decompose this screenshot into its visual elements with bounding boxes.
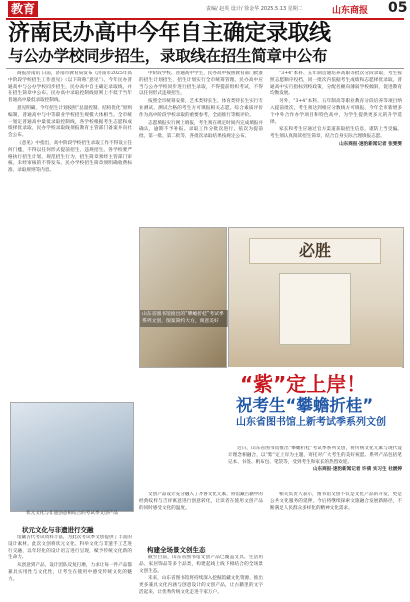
feature-lead (228, 446, 402, 490)
bottom-heading: 构建全场景文创生态 (147, 546, 206, 554)
article-paragraph: 志愿填报实行网上填报，考生须在规定时间内完成填报并确认，逾期不予补报。录取工作分批次进行，依次为提前批、第一批、第二批等，各批次录取结果按规定公布。 (139, 120, 263, 140)
article-paragraph: 意见明确，今年招生计划按照“总量控制、结构优化”原则编制，普通高中与中等职业学校招生规模大体相当。全市统一划定普通高中最低录取控制线，各学校根据考生志愿和成绩择优录取，民办学校录取线须报教育主管部门备案并向社会公布。 (8, 105, 132, 139)
bottom-paragraph: 截至目前，山东省图书馆文创产品已覆盖文具、生活用品、家居饰品等多个品类，构建起线上线下相结合的全场景文创生态。 (139, 555, 263, 574)
article-paragraph: 家长和考生应通过官方渠道获取招生信息，谨防上当受骗。考生须认真阅读招生简章，结合自身实际合理填报志愿。 (270, 127, 402, 140)
sidebar-column (8, 535, 132, 599)
feature-paragraph: 近日，山东省图书馆推出“攀蟾折桂”考试季系列文创，将传统文化元素与现代设计理念相融合，以“紫”定上岸为主题，寄托对广大考生的美好祝愿。系列产品包括笔记本、书签、帆布包、笔袋等，受到考生和家长的热烈欢迎。 (228, 446, 402, 465)
article-author: 山东商报·速豹新闻记者 张雯雯 (339, 141, 402, 147)
article-paragraph: 按照全市统筹安排，艺术类特长生、体育类特长生实行专业测试，测试合格的考生方可填报相关志愿。综合素质评价作为高中阶段学校录取的重要参考，全面推行等级评价。 (139, 99, 263, 118)
bottom-paragraph: 未来，山东省图书馆将持续深入挖掘馆藏文化资源，推出更多兼具文化内涵与创意设计的文创产品，让古籍里的文字活起来，让优秀传统文化走进千家万户。 (139, 576, 263, 595)
bottom-right-column (270, 492, 402, 599)
bottom-mid-column (139, 492, 263, 542)
sidebar-heading: 状元文化与非遗进行交融 (22, 526, 94, 534)
article-paragraph: 商报济南讯 日前，济南市教育局发布《济南市2025年高中阶段学校招生工作意见》（以下简称“意见”）。今年民办普通高中与公办学校同步招生，民办高中自主确定录取线，并在招生简章中公布。民办高中录取控制线原则上不低于当年普通高中最低录取控制线。 (8, 71, 132, 104)
banner-main: 祝考生“攀蟾折桂” (236, 396, 374, 415)
article-right-column (270, 71, 402, 223)
photo-caption: 山东省图书馆推出的“攀蟾折桂”考试季系列文创，图案简约大方，寓意美好 (140, 310, 228, 327)
sidebar-photo-caption: 状元文化与非遗创意相结合的考试季文创产品 (26, 511, 118, 516)
page-number: 05 (388, 0, 408, 16)
gift-box-image (279, 273, 351, 345)
headline-title: 济南民办高中今年自主确定录取线 (8, 21, 331, 46)
article-mid-column (139, 71, 263, 223)
article-paragraph: “3+4”本科、五年制贯通培养高职等批次分段录取，考生按照志愿顺序投档，同一批次内依据考生成绩和志愿择优录取。普通高中实行指标到校政策，分配名额向薄弱学校倾斜，促进教育均衡发展。 (270, 71, 402, 97)
article-paragraph: 中阶段学校。普通高中学生，民办高中按照教育部门批准的招生计划招生，招生计划实行全市统筹管理。民办高中应当与公办学校同步进行招生录取，不得提前组织考试，不得以任何形式违规招生。 (139, 71, 263, 97)
article-left-column (8, 71, 132, 401)
bookmark-sign: 必胜 (249, 238, 381, 264)
sidebar-photo (10, 402, 134, 512)
article-paragraph: 《意见》中指出，高中阶段学校招生录取工作不得设立任何门槛，不得以任何形式提前招生、违规招生。各学校要严格执行招生计划，规范招生行为，招生简章须经主管部门审核，未经审核的不得发布。民办学校招生简章须明确收费标准、录取规则等内容。 (8, 140, 132, 174)
editor-meta: 责编/ 赵英 设计/ 徐金华 2025.5.13 星期二 (206, 6, 303, 12)
headline-divider (6, 68, 404, 69)
sidebar-paragraph: 馆藏古代考试资料丰富，为此次考试季文创提供了丰富的设计素材。此次文创将状元文化、科举文化与非遗手工艺进行交融，以年轻化的设计语言进行呈现，赋予传统文化新的生命力。 (8, 535, 132, 561)
bottom-mid-column-2 (139, 555, 263, 599)
sidebar-paragraph: 从创意到产品，设计团队反复打磨，力求让每一件产品都兼具实用性与文化性，让考生在使用中感受传统文化的魅力。 (8, 563, 132, 582)
feature-author: 山东商报·速豹新闻记者 许倩 实习生 杜媛婷 (312, 467, 402, 473)
banner-title: “紫”定上岸！ (240, 372, 367, 396)
newspaper-name: 山东商报 (332, 6, 369, 16)
article-paragraph: 另外，“3+4”本科、五年制高等职业教育分段培养等项目纳入提前批次，考生须达到相应分数线方可填报。今年全市新增多个中外合作办学项目和特色高中，为学生提供更多元的升学选择。 (270, 99, 402, 125)
bottom-paragraph: 文创产品设计充分融入了齐鲁文化元素，将馆藏古籍中的经典纹样与吉祥寓意进行创意转化，让读者在使用文创产品的同时感受文化的温度。 (139, 492, 263, 511)
header-divider (6, 18, 404, 20)
product-photo (139, 227, 227, 368)
section-label: 教育 (8, 1, 38, 17)
bookmark-photo (228, 227, 404, 368)
headline-subtitle: 与公办学校同步招生，录取线在招生简章中公布 (8, 47, 328, 65)
bottom-paragraph: 相关负责人表示，图书馆文创不仅是文化产品的开发，更是公共文化服务的延伸，今后将继续探索文旅融合发展新路径，不断满足人民群众多样化的精神文化需求。 (270, 492, 402, 511)
banner-subtitle: 山东省图书馆上新考试季系列文创 (236, 417, 386, 428)
